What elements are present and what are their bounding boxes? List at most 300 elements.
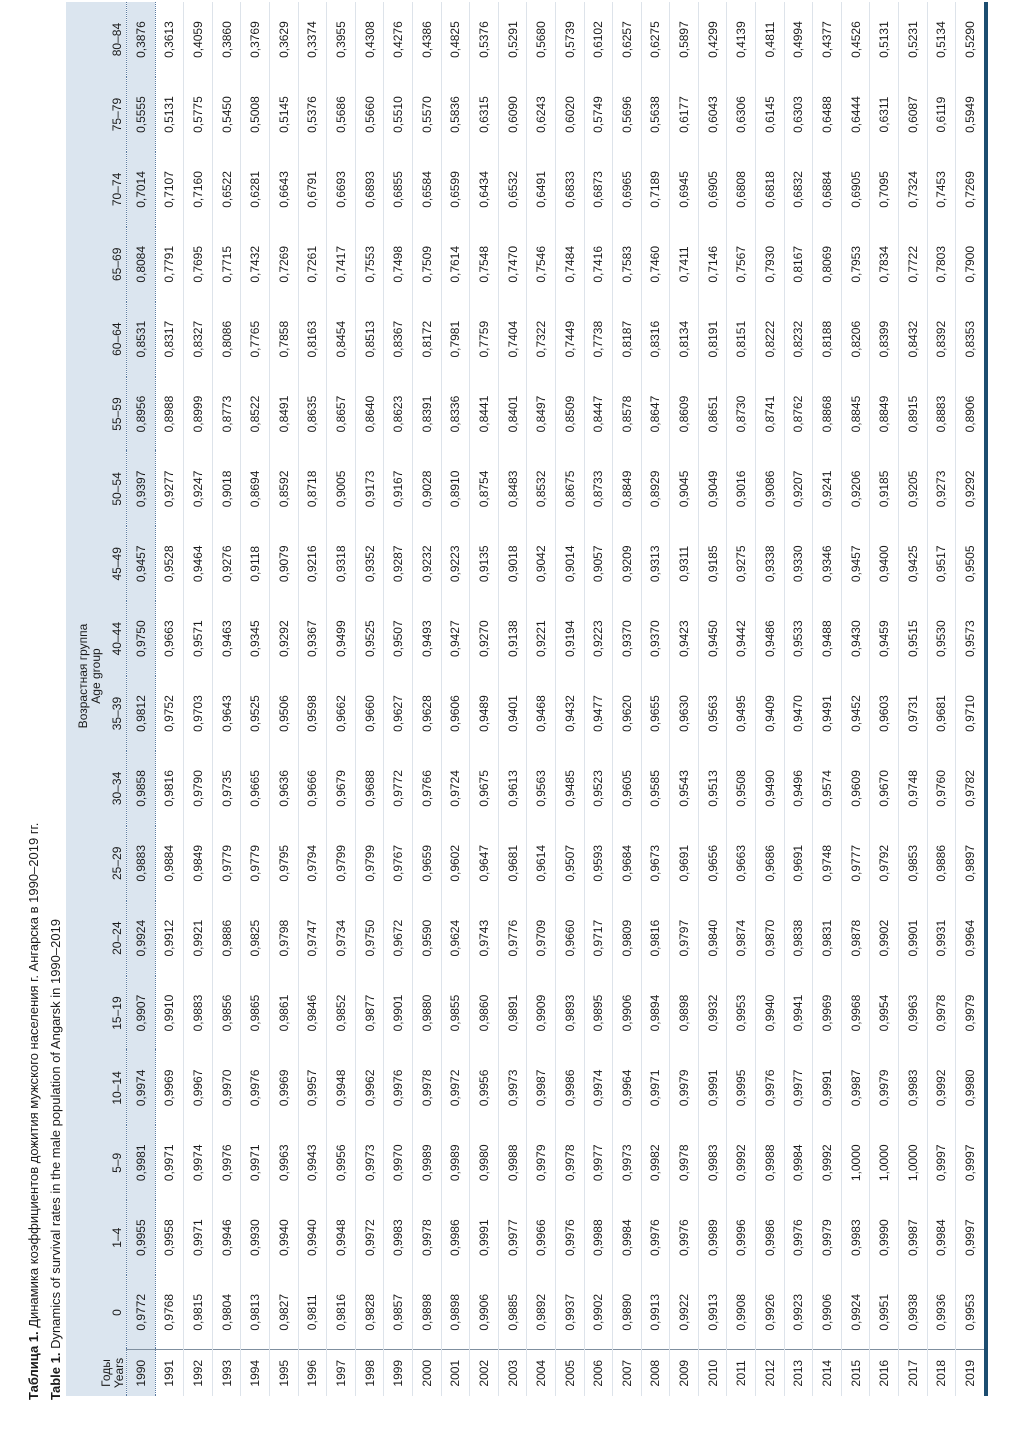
value-cell: 0,9997 [956,1125,986,1200]
value-cell: 0,8849 [613,452,642,527]
value-cell: 0,9750 [355,901,384,976]
value-cell: 0,7269 [269,227,298,302]
value-cell: 0,9852 [327,976,356,1051]
value-cell: 0,9958 [155,1200,184,1275]
value-cell: 0,8491 [269,377,298,452]
value-cell: 0,6584 [412,152,441,227]
value-cell: 0,9991 [470,1200,499,1275]
table-row [470,2,499,1396]
age-column-header: 55–59 [103,377,126,452]
value-cell: 0,8532 [527,452,556,527]
table-row [670,2,699,1396]
value-cell: 0,5450 [212,77,241,152]
value-cell: 0,9799 [327,826,356,901]
value-cell: 0,8336 [441,377,470,452]
year-cell: 1994 [241,1350,270,1396]
value-cell: 0,9533 [784,601,813,676]
table-row [584,2,613,1396]
value-cell: 1,0000 [899,1125,928,1200]
value-cell: 0,9598 [298,676,327,751]
value-cell: 0,5660 [355,77,384,152]
age-column-header: 65–69 [103,227,126,302]
value-cell: 0,9656 [698,826,727,901]
value-cell: 0,9980 [470,1125,499,1200]
value-cell: 0,9892 [527,1275,556,1350]
age-column-header: 45–49 [103,526,126,601]
table-row [956,2,986,1396]
value-cell: 0,8188 [813,302,842,377]
value-cell: 0,9573 [956,601,986,676]
value-cell: 0,9643 [212,676,241,751]
value-cell: 0,9979 [870,1051,899,1126]
value-cell: 0,9662 [327,676,356,751]
value-cell: 0,9846 [298,976,327,1051]
value-cell: 0,9827 [269,1275,298,1350]
age-column-header: 70–74 [103,152,126,227]
value-cell: 0,7416 [584,227,613,302]
value-cell: 0,9660 [555,901,584,976]
value-cell: 0,9976 [756,1051,785,1126]
value-cell: 0,4526 [841,2,870,77]
value-cell: 0,7322 [527,302,556,377]
value-cell: 0,9941 [784,976,813,1051]
value-cell: 0,9018 [212,452,241,527]
value-cell: 0,9609 [841,751,870,826]
table-row [327,2,356,1396]
value-cell: 0,8206 [841,302,870,377]
value-cell: 0,8392 [927,302,956,377]
value-cell: 0,8497 [527,377,556,452]
value-cell: 0,6444 [841,77,870,152]
value-cell: 0,9768 [155,1275,184,1350]
value-cell: 0,8657 [327,377,356,452]
value-cell: 0,9990 [870,1200,899,1275]
value-cell: 0,8730 [727,377,756,452]
value-cell: 0,8675 [555,452,584,527]
value-cell: 0,9913 [641,1275,670,1350]
value-cell: 0,4386 [412,2,441,77]
value-cell: 0,9906 [470,1275,499,1350]
value-cell: 0,9493 [412,601,441,676]
value-cell: 0,9747 [298,901,327,976]
value-cell: 0,8754 [470,452,499,527]
value-cell: 0,9247 [184,452,213,527]
year-cell: 2003 [498,1350,527,1396]
value-cell: 0,9515 [899,601,928,676]
year-cell: 1990 [127,1350,156,1396]
value-cell: 0,9969 [269,1051,298,1126]
value-cell: 0,9983 [384,1200,413,1275]
value-cell: 1,0000 [841,1125,870,1200]
year-cell: 1997 [327,1350,356,1396]
value-cell: 0,9675 [470,751,499,826]
value-cell: 0,9028 [412,452,441,527]
value-cell: 0,5696 [613,77,642,152]
table-row [698,2,727,1396]
value-cell: 0,9812 [127,676,156,751]
value-cell: 0,8640 [355,377,384,452]
value-cell: 0,5775 [184,77,213,152]
value-cell: 0,9902 [870,901,899,976]
value-cell: 0,9530 [927,601,956,676]
value-cell: 0,9989 [698,1200,727,1275]
value-cell: 0,5134 [927,2,956,77]
value-cell: 0,4308 [355,2,384,77]
value-cell: 0,7095 [870,152,899,227]
value-cell: 0,9691 [784,826,813,901]
value-cell: 0,9983 [841,1200,870,1275]
year-cell: 2001 [441,1350,470,1396]
year-cell: 2006 [584,1350,613,1396]
value-cell: 0,9743 [470,901,499,976]
value-cell: 0,9870 [756,901,785,976]
year-cell: 2007 [613,1350,642,1396]
value-cell: 0,9735 [212,751,241,826]
value-cell: 0,7417 [327,227,356,302]
value-cell: 0,9978 [412,1051,441,1126]
value-cell: 0,9345 [241,601,270,676]
value-cell: 0,9809 [613,901,642,976]
value-cell: 0,9049 [698,452,727,527]
age-column-header: 50–54 [103,452,126,527]
value-cell: 0,8999 [184,377,213,452]
value-cell: 0,9491 [813,676,842,751]
value-cell: 0,9663 [727,826,756,901]
value-cell: 0,7722 [899,227,928,302]
value-cell: 0,5376 [470,2,499,77]
year-cell: 1992 [184,1350,213,1396]
value-cell: 0,8647 [641,377,670,452]
value-cell: 0,7759 [470,302,499,377]
value-cell: 0,9974 [184,1125,213,1200]
age-column-header: 5–9 [103,1125,126,1200]
value-cell: 0,9816 [327,1275,356,1350]
value-cell: 0,5008 [241,77,270,152]
year-cell: 2011 [727,1350,756,1396]
value-cell: 0,9976 [241,1051,270,1126]
value-cell: 0,8773 [212,377,241,452]
value-cell: 0,8084 [127,227,156,302]
value-cell: 0,8367 [384,302,413,377]
value-cell: 0,9665 [241,751,270,826]
value-cell: 0,7765 [241,302,270,377]
value-cell: 0,6257 [613,2,642,77]
year-cell: 2002 [470,1350,499,1396]
value-cell: 0,9797 [670,901,699,976]
value-cell: 0,9016 [727,452,756,527]
value-cell: 0,9886 [212,901,241,976]
value-cell: 0,5570 [412,77,441,152]
value-cell: 0,9790 [184,751,213,826]
value-cell: 0,3769 [241,2,270,77]
value-cell: 0,9507 [555,826,584,901]
value-cell: 0,9865 [241,976,270,1051]
value-cell: 0,9880 [412,976,441,1051]
value-cell: 0,9352 [355,526,384,601]
value-cell: 0,9901 [384,976,413,1051]
value-cell: 0,9194 [555,601,584,676]
value-cell: 0,9086 [756,452,785,527]
value-cell: 0,9590 [412,901,441,976]
value-cell: 0,9670 [870,751,899,826]
value-cell: 0,9938 [899,1275,928,1350]
value-cell: 0,6491 [527,152,556,227]
value-cell: 0,9057 [584,526,613,601]
table-row [841,2,870,1396]
value-cell: 0,8651 [698,377,727,452]
value-cell: 0,9984 [784,1125,813,1200]
value-cell: 0,9923 [784,1275,813,1350]
value-cell: 0,6532 [498,152,527,227]
value-cell: 0,9856 [212,976,241,1051]
value-cell: 0,9978 [412,1200,441,1275]
table-row [784,2,813,1396]
value-cell: 0,9525 [241,676,270,751]
value-cell: 0,9943 [298,1125,327,1200]
value-cell: 0,9425 [899,526,928,601]
value-cell: 0,9724 [441,751,470,826]
value-cell: 0,7324 [899,152,928,227]
value-cell: 0,9980 [956,1051,986,1126]
value-cell: 0,9457 [127,526,156,601]
value-cell: 0,5376 [298,77,327,152]
value-cell: 0,9450 [698,601,727,676]
age-column-header: 0 [103,1275,126,1350]
value-cell: 0,8069 [813,227,842,302]
year-cell: 2008 [641,1350,670,1396]
value-cell: 0,9956 [470,1051,499,1126]
year-cell: 1991 [155,1350,184,1396]
value-cell: 0,9992 [727,1125,756,1200]
value-cell: 0,7498 [384,227,413,302]
value-cell: 0,9982 [641,1125,670,1200]
value-cell: 0,9630 [670,676,699,751]
value-cell: 0,6119 [927,77,956,152]
value-cell: 0,7715 [212,227,241,302]
value-cell: 0,9185 [870,452,899,527]
value-cell: 0,9976 [670,1200,699,1275]
value-cell: 0,9452 [841,676,870,751]
value-cell: 0,9423 [670,601,699,676]
value-cell: 0,9986 [441,1200,470,1275]
value-cell: 0,9979 [527,1125,556,1200]
value-cell: 0,9370 [613,601,642,676]
value-cell: 0,9709 [527,901,556,976]
value-cell: 0,7548 [470,227,499,302]
table-row [127,2,156,1396]
value-cell: 0,9045 [670,452,699,527]
value-cell: 0,7791 [155,227,184,302]
age-column-header: 40–44 [103,601,126,676]
value-cell: 0,9992 [927,1051,956,1126]
value-cell: 0,9513 [698,751,727,826]
value-cell: 0,9430 [841,601,870,676]
value-cell: 0,9750 [127,601,156,676]
value-cell: 0,9338 [756,526,785,601]
value-cell: 0,7261 [298,227,327,302]
value-cell: 0,9681 [498,826,527,901]
table-row [384,2,413,1396]
caption-en: Table 1. Dynamics of survival rates in the male population of Angarsk in 1990–2019 [48,918,63,1400]
value-cell: 0,8578 [613,377,642,452]
value-cell: 0,9966 [527,1200,556,1275]
age-column-header: 75–79 [103,77,126,152]
value-cell: 0,9477 [584,676,613,751]
value-cell: 0,9459 [870,601,899,676]
value-cell: 0,9490 [756,751,785,826]
value-cell: 0,9005 [327,452,356,527]
value-cell: 0,9221 [527,601,556,676]
value-cell: 0,7269 [956,152,986,227]
value-cell: 0,9974 [584,1051,613,1126]
value-cell: 0,6808 [727,152,756,227]
year-cell: 1993 [212,1350,241,1396]
table-row [212,2,241,1396]
value-cell: 0,9956 [327,1125,356,1200]
value-cell: 0,9277 [155,452,184,527]
value-cell: 0,9983 [899,1051,928,1126]
value-cell: 0,7160 [184,152,213,227]
value-cell: 0,6177 [670,77,699,152]
value-cell: 0,9898 [441,1275,470,1350]
table-row [184,2,213,1396]
value-cell: 0,9748 [899,751,928,826]
value-cell: 0,9276 [212,526,241,601]
value-cell: 0,9691 [670,826,699,901]
value-cell: 0,6102 [584,2,613,77]
value-cell: 0,9292 [269,601,298,676]
value-cell: 0,9963 [899,976,928,1051]
value-cell: 0,9910 [155,976,184,1051]
value-cell: 0,9602 [441,826,470,901]
value-cell: 0,6043 [698,77,727,152]
value-cell: 0,9988 [756,1125,785,1200]
value-cell: 0,9663 [155,601,184,676]
value-cell: 0,8432 [899,302,928,377]
value-cell: 0,9948 [327,1051,356,1126]
value-cell: 0,5949 [956,77,986,152]
value-cell: 0,9463 [212,601,241,676]
year-cell: 2009 [670,1350,699,1396]
value-cell: 0,9432 [555,676,584,751]
value-cell: 0,9815 [184,1275,213,1350]
value-cell: 0,8163 [298,302,327,377]
value-cell: 0,6905 [841,152,870,227]
value-cell: 0,6303 [784,77,813,152]
value-cell: 0,9951 [870,1275,899,1350]
value-cell: 0,5131 [155,77,184,152]
value-cell: 0,9988 [584,1200,613,1275]
value-cell: 0,9908 [727,1275,756,1350]
value-cell: 0,3860 [212,2,241,77]
value-cell: 0,9018 [498,526,527,601]
value-cell: 0,6090 [498,77,527,152]
table-row [756,2,785,1396]
year-cell: 2005 [555,1350,584,1396]
value-cell: 0,8718 [298,452,327,527]
year-cell: 1996 [298,1350,327,1396]
value-cell: 0,9489 [470,676,499,751]
value-cell: 0,9232 [412,526,441,601]
value-cell: 0,9794 [298,826,327,901]
value-cell: 0,9977 [584,1125,613,1200]
value-cell: 0,9926 [756,1275,785,1350]
value-cell: 0,7553 [355,227,384,302]
value-cell: 0,9207 [784,452,813,527]
value-cell: 0,8592 [269,452,298,527]
value-cell: 0,8191 [698,302,727,377]
value-cell: 0,8353 [956,302,986,377]
value-cell: 0,8956 [127,377,156,452]
value-cell: 0,9804 [212,1275,241,1350]
value-cell: 0,7738 [584,302,613,377]
value-cell: 0,9606 [441,676,470,751]
value-cell: 0,9977 [784,1051,813,1126]
value-cell: 0,9978 [927,976,956,1051]
value-cell: 0,9984 [927,1200,956,1275]
value-cell: 0,5638 [641,77,670,152]
value-cell: 0,5897 [670,2,699,77]
years-header: Годы Years [66,1350,127,1396]
value-cell: 0,6311 [870,77,899,152]
value-cell: 0,9505 [956,526,986,601]
year-cell: 2015 [841,1350,870,1396]
value-cell: 0,7189 [641,152,670,227]
value-cell: 0,9216 [298,526,327,601]
value-cell: 0,7509 [412,227,441,302]
value-cell: 0,9563 [698,676,727,751]
value-cell: 0,9936 [927,1275,956,1350]
value-cell: 0,9930 [241,1200,270,1275]
value-cell: 0,9655 [641,676,670,751]
value-cell: 0,9486 [756,601,785,676]
value-cell: 0,7453 [927,152,956,227]
value-cell: 0,9838 [784,901,813,976]
value-cell: 0,9997 [927,1125,956,1200]
value-cell: 0,9953 [956,1275,986,1350]
value-cell: 0,9528 [155,526,184,601]
value-cell: 0,9984 [613,1200,642,1275]
value-cell: 0,9499 [327,601,356,676]
value-cell: 0,9686 [756,826,785,901]
value-cell: 0,5131 [870,2,899,77]
value-cell: 0,9940 [269,1200,298,1275]
value-cell: 0,9987 [841,1051,870,1126]
value-cell: 0,5145 [269,77,298,152]
value-cell: 0,8447 [584,377,613,452]
value-cell: 0,9906 [613,976,642,1051]
value-cell: 0,7583 [613,227,642,302]
value-cell: 0,7484 [555,227,584,302]
value-cell: 0,9241 [813,452,842,527]
table-row [355,2,384,1396]
value-cell: 0,6905 [698,152,727,227]
value-cell: 0,9849 [184,826,213,901]
value-cell: 0,9485 [555,751,584,826]
value-cell: 0,7411 [670,227,699,302]
table-row [412,2,441,1396]
table-row [813,2,842,1396]
table-row [241,2,270,1396]
value-cell: 0,6965 [613,152,642,227]
value-cell: 0,8906 [956,377,986,452]
value-cell: 0,8623 [384,377,413,452]
value-cell: 0,8513 [355,302,384,377]
value-cell: 0,9748 [813,826,842,901]
value-cell: 0,7146 [698,227,727,302]
value-cell: 0,9954 [870,976,899,1051]
value-cell: 0,9963 [269,1125,298,1200]
